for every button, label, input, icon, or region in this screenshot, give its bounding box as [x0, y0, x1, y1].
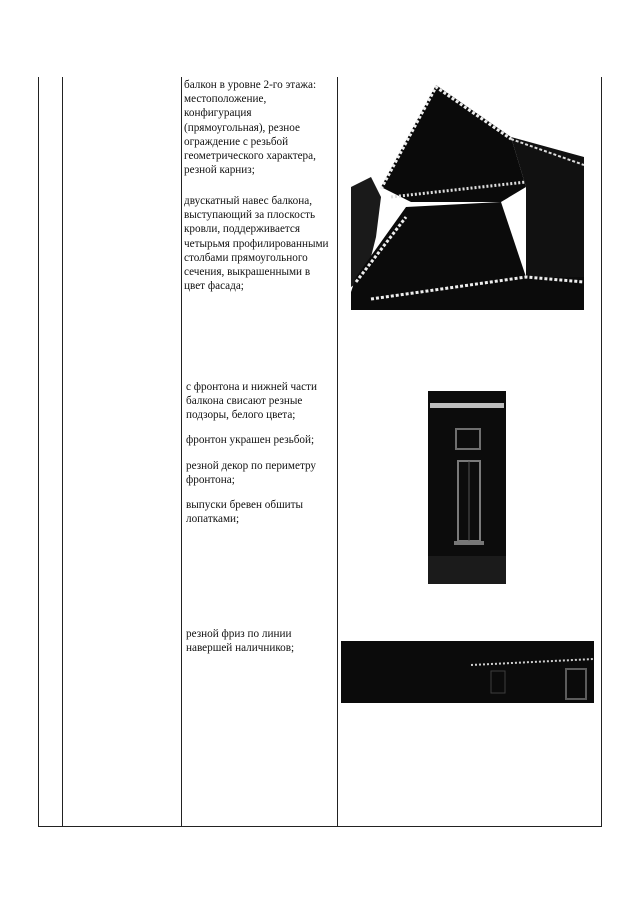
paragraph-log-ends: выпуски бревен обшиты лопатками; [186, 499, 304, 526]
table-border-left [38, 77, 39, 826]
paragraph-balcony: балкон в уровне 2-го этажа: местоположение, конфигурация (прямоугольная), резное ограждение с резьбой геометрического характера, резной карниз; [184, 79, 317, 177]
gable-balcony-image [351, 77, 584, 310]
table-column-divider-2 [181, 77, 182, 826]
paragraph-gable-carving: фронтон украшен резьбой; [186, 434, 315, 446]
frieze-strip-image [341, 641, 594, 703]
table-column-divider-1 [62, 77, 63, 826]
paragraph-canopy: двускатный навес балкона, выступающий за плоскость кровли, поддерживается четырьмя профилированными столбами прямоугольного сечения, выкрашенными в цвет фасада; [184, 195, 329, 293]
table-column-divider-3 [337, 77, 338, 826]
table-bottom-border [38, 826, 602, 827]
photo-gable-balcony [351, 77, 584, 310]
photo-window-frame [428, 391, 506, 584]
paragraph-frieze: резной фриз по линии навершей наличников; [186, 628, 295, 655]
photo-frieze-strip [341, 641, 594, 703]
paragraph-valances: с фронтона и нижней части балкона свисают резные подзоры, белого цвета; [186, 381, 317, 422]
window-frame-image [428, 391, 506, 584]
paragraph-gable-perimeter: резной декор по периметру фронтона; [186, 460, 317, 487]
table-border-right [601, 77, 602, 826]
